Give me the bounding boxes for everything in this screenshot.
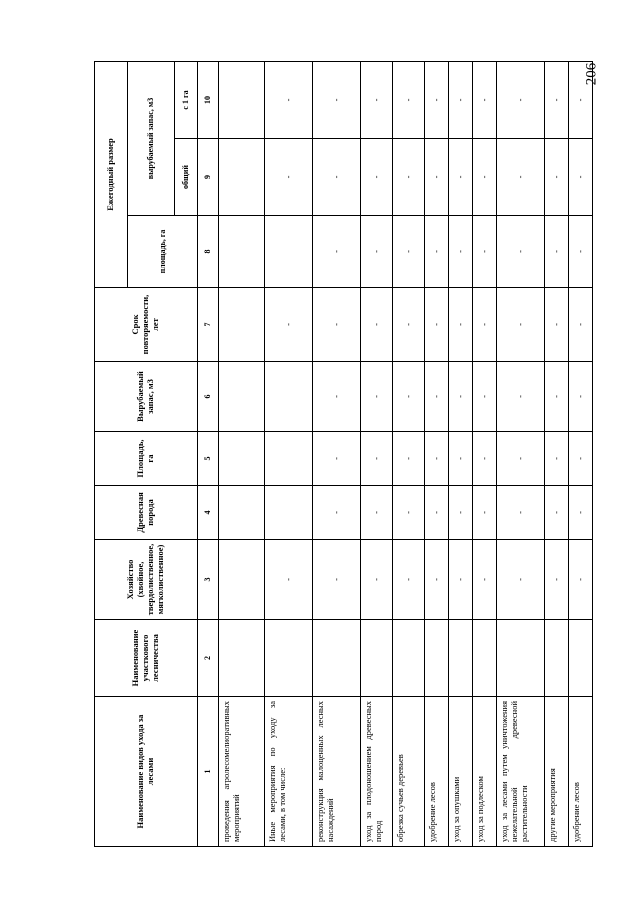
value-cell: -: [361, 139, 393, 216]
value-cell: [265, 620, 313, 697]
table-row: [361, 61, 393, 846]
value-cell: -: [569, 362, 593, 432]
value-cell: -: [473, 139, 497, 216]
value-cell: -: [569, 540, 593, 620]
header-work-type: Наименование видов ухода за лесами: [95, 697, 198, 847]
work-type-cell: проведения агролесомелиоративных мероприятий: [219, 697, 265, 847]
value-cell: -: [497, 288, 545, 362]
value-cell: -: [313, 288, 361, 362]
column-number: 5: [198, 432, 219, 486]
value-cell: -: [393, 288, 425, 362]
header-stock-total: общий: [175, 139, 198, 216]
value-cell: -: [473, 288, 497, 362]
value-cell: -: [473, 216, 497, 288]
value-cell: -: [425, 486, 449, 540]
value-cell: [219, 216, 265, 288]
work-type-cell: обрезка сучьев деревьев: [393, 697, 425, 847]
value-cell: -: [393, 216, 425, 288]
column-number: 9: [198, 139, 219, 216]
document-table-container: [94, 62, 585, 847]
column-number: 2: [198, 620, 219, 697]
value-cell: [473, 620, 497, 697]
header-annual-size: Ежегодный размер: [95, 61, 128, 287]
value-cell: -: [425, 61, 449, 138]
value-cell: -: [313, 362, 361, 432]
value-cell: -: [497, 540, 545, 620]
table-row: [569, 61, 593, 846]
value-cell: -: [569, 432, 593, 486]
value-cell: -: [313, 61, 361, 138]
header-economy: Хозяйство (хвойное, твердолиственное, мягколиственное): [95, 540, 198, 620]
table-row: [545, 61, 569, 846]
value-cell: -: [393, 139, 425, 216]
value-cell: -: [425, 139, 449, 216]
value-cell: -: [313, 486, 361, 540]
header-cut-stock: Вырубаемый запас, м3: [95, 362, 198, 432]
work-type-cell: удобрение лесов: [425, 697, 449, 847]
value-cell: -: [497, 432, 545, 486]
value-cell: -: [265, 61, 313, 138]
value-cell: -: [545, 362, 569, 432]
value-cell: -: [449, 540, 473, 620]
column-number-row: [198, 61, 219, 846]
value-cell: -: [449, 288, 473, 362]
value-cell: [219, 362, 265, 432]
value-cell: -: [393, 61, 425, 138]
value-cell: -: [361, 362, 393, 432]
value-cell: -: [393, 362, 425, 432]
work-type-cell: Иные мероприятия по уходу за лесами, в том числе:: [265, 697, 313, 847]
value-cell: -: [545, 61, 569, 138]
value-cell: -: [265, 139, 313, 216]
value-cell: -: [545, 216, 569, 288]
work-type-cell: уход за лесами путем уничтожения нежелательной древесной растительности: [497, 697, 545, 847]
value-cell: -: [449, 216, 473, 288]
value-cell: [219, 61, 265, 138]
value-cell: -: [361, 486, 393, 540]
value-cell: -: [545, 486, 569, 540]
value-cell: [219, 620, 265, 697]
value-cell: -: [361, 540, 393, 620]
value-cell: [219, 432, 265, 486]
value-cell: [313, 620, 361, 697]
value-cell: -: [449, 61, 473, 138]
work-type-cell: другие мероприятия: [545, 697, 569, 847]
value-cell: -: [449, 432, 473, 486]
value-cell: -: [265, 540, 313, 620]
table-row: [425, 61, 449, 846]
value-cell: [497, 620, 545, 697]
column-number: 7: [198, 288, 219, 362]
value-cell: [569, 620, 593, 697]
value-cell: -: [449, 486, 473, 540]
header-tree-species: Древесная порода: [95, 486, 198, 540]
table-row: [473, 61, 497, 846]
value-cell: -: [473, 486, 497, 540]
value-cell: [219, 139, 265, 216]
work-type-cell: уход за плодоношением древесных пород: [361, 697, 393, 847]
value-cell: -: [425, 432, 449, 486]
value-cell: -: [313, 540, 361, 620]
value-cell: [265, 362, 313, 432]
value-cell: [265, 216, 313, 288]
value-cell: -: [497, 216, 545, 288]
value-cell: -: [569, 288, 593, 362]
table-row: [265, 61, 313, 846]
table-row: [219, 61, 265, 846]
value-cell: -: [265, 288, 313, 362]
work-type-cell: уход за опушками: [449, 697, 473, 847]
work-type-cell: удобрение лесов: [569, 697, 593, 847]
table-row: [393, 61, 425, 846]
value-cell: [219, 288, 265, 362]
value-cell: -: [313, 432, 361, 486]
value-cell: [425, 620, 449, 697]
value-cell: -: [497, 362, 545, 432]
value-cell: -: [361, 216, 393, 288]
value-cell: -: [393, 432, 425, 486]
value-cell: -: [473, 432, 497, 486]
value-cell: -: [313, 139, 361, 216]
value-cell: [545, 620, 569, 697]
value-cell: -: [393, 540, 425, 620]
value-cell: -: [545, 432, 569, 486]
value-cell: -: [361, 288, 393, 362]
header-area: Площадь, га: [95, 432, 198, 486]
value-cell: -: [569, 216, 593, 288]
value-cell: -: [473, 540, 497, 620]
value-cell: -: [361, 432, 393, 486]
header-stock-per-ha: с 1 га: [175, 61, 198, 138]
table-row: [497, 61, 545, 846]
value-cell: -: [425, 540, 449, 620]
value-cell: -: [497, 139, 545, 216]
value-cell: -: [449, 362, 473, 432]
value-cell: -: [361, 61, 393, 138]
value-cell: [219, 540, 265, 620]
value-cell: -: [569, 486, 593, 540]
column-number: 1: [198, 697, 219, 847]
forest-care-table: [94, 61, 593, 847]
value-cell: -: [425, 362, 449, 432]
value-cell: [265, 486, 313, 540]
column-number: 10: [198, 61, 219, 138]
value-cell: -: [449, 139, 473, 216]
value-cell: -: [497, 61, 545, 138]
column-number: 8: [198, 216, 219, 288]
table-row: [449, 61, 473, 846]
value-cell: -: [545, 540, 569, 620]
column-number: 6: [198, 362, 219, 432]
value-cell: -: [569, 61, 593, 138]
header-forestry-district: Наименование участкового лесничества: [95, 620, 198, 697]
work-type-cell: уход за подлеском: [473, 697, 497, 847]
value-cell: -: [425, 216, 449, 288]
value-cell: -: [393, 486, 425, 540]
value-cell: -: [425, 288, 449, 362]
page-number: 206: [583, 62, 600, 86]
work-type-cell: реконструкция малоценных лесных насаждений: [313, 697, 361, 847]
value-cell: [219, 486, 265, 540]
header-annual-area: площадь, га: [128, 216, 198, 288]
value-cell: [265, 432, 313, 486]
value-cell: -: [473, 61, 497, 138]
column-number: 4: [198, 486, 219, 540]
header-repeat-period: Срок повторяемости, лет: [95, 288, 198, 362]
value-cell: [449, 620, 473, 697]
header-annual-stock: вырубаемый запас, м3: [128, 61, 175, 215]
value-cell: -: [497, 486, 545, 540]
value-cell: -: [313, 216, 361, 288]
value-cell: -: [545, 139, 569, 216]
value-cell: -: [473, 362, 497, 432]
value-cell: [393, 620, 425, 697]
value-cell: [361, 620, 393, 697]
value-cell: -: [569, 139, 593, 216]
value-cell: -: [545, 288, 569, 362]
table-row: [313, 61, 361, 846]
column-number: 3: [198, 540, 219, 620]
